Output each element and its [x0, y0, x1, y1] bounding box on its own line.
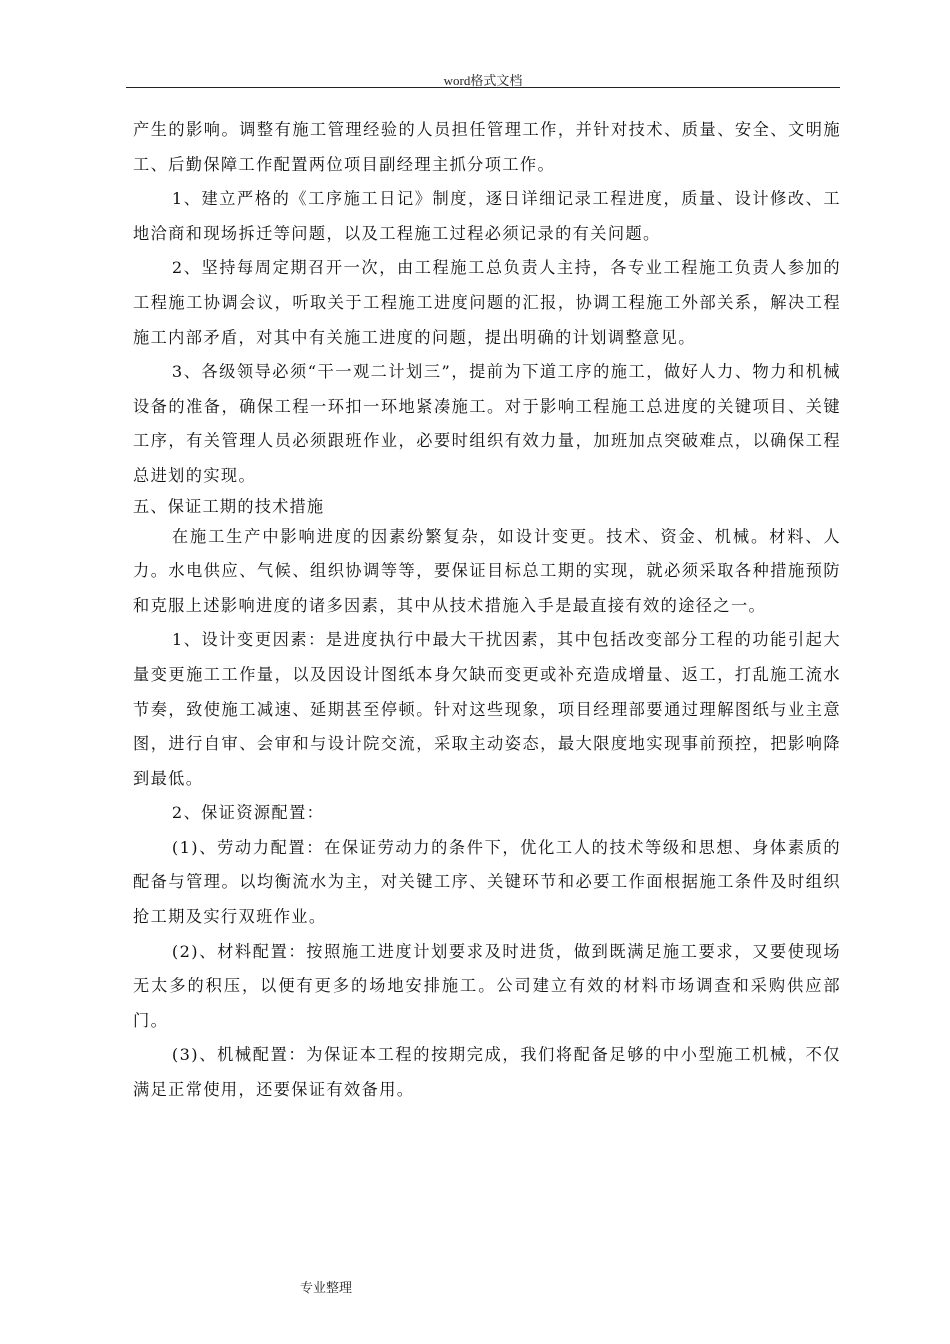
paragraph-continuation: 产生的影响。调整有施工管理经验的人员担任管理工作，并针对技术、质量、安全、文明施工、后勤保障工作配置两位项目副经理主抓分项工作。 — [133, 120, 841, 174]
header-divider — [126, 87, 840, 88]
section-heading-5: 五、保证工期的技术措施 — [133, 496, 325, 516]
paragraph-machinery-config: (3)、机械配置：为保证本工程的按期完成，我们将配备足够的中小型施工机械，不仅满足正常使用，还要保证有效备用。 — [133, 1045, 841, 1100]
paragraph-item-1: 1、建立严格的《工序施工日记》制度，逐日详细记录工程进度，质量、设计修改、工地洽商和现场拆迁等问题，以及工程施工过程必须记录的有关问题。 — [133, 189, 841, 243]
paragraph-item-3: 3、各级领导必须“干一观二计划三”，提前为下道工序的施工，做好人力、物力和机械设备的准备，确保工程一环扣一环地紧凑施工。对于影响工程施工总进度的关键项目、关键工序，有关管理人员必须跟班作业，必要时组织有效力量，加班加点突破难点，以确保工程总进划的实现。 — [133, 362, 841, 485]
paragraph-intro: 在施工生产中影响进度的因素纷繁复杂，如设计变更。技术、资金、机械。材料、人力。水电供应、气候、组织协调等等，要保证目标总工期的实现，就必须采取各种措施预防和克服上述影响进度的诸多因素，其中从技术措施入手是最直接有效的途径之一。 — [133, 526, 841, 615]
document-header: word格式文档 — [443, 73, 523, 88]
paragraph-design-change: 1、设计变更因素：是进度执行中最大干扰因素，其中包括改变部分工程的功能引起大量变更施工工作量，以及因设计图纸本身欠缺而变更或补充造成增量、返工，打乱施工流水节奏，致使施工减速、延期甚至停顿。针对这些现象，项目经理部要通过理解图纸与业主意图，进行自审、会审和与设计院交流，采取主动姿态，最大限度地实现事前预控，把影响降到最低。 — [133, 630, 841, 788]
document-footer: 专业整理 — [300, 1280, 353, 1295]
paragraph-resource-config: 2、保证资源配置： — [171, 803, 325, 823]
paragraph-item-2: 2、坚持每周定期召开一次，由工程施工总负责人主持，各专业工程施工负责人参加的工程施工协调会议，听取关于工程施工进度问题的汇报，协调工程施工外部关系，解决工程施工内部矛盾，对其中有关施工进度的问题，提出明确的计划调整意见。 — [133, 258, 841, 347]
paragraph-labor-config: (1)、劳动力配置：在保证劳动力的条件下，优化工人的技术等级和思想、身体素质的配备与管理。以均衡流水为主，对关键工序、关键环节和必要工作面根据施工条件及时组织抢工期及实行双班作业。 — [133, 837, 841, 927]
paragraph-material-config: (2)、材料配置：按照施工进度计划要求及时进货，做到既满足施工要求，又要使现场无太多的积压，以便有更多的场地安排施工。公司建立有效的材料市场调查和采购供应部门。 — [133, 941, 841, 1030]
document-body — [133, 113, 841, 1108]
